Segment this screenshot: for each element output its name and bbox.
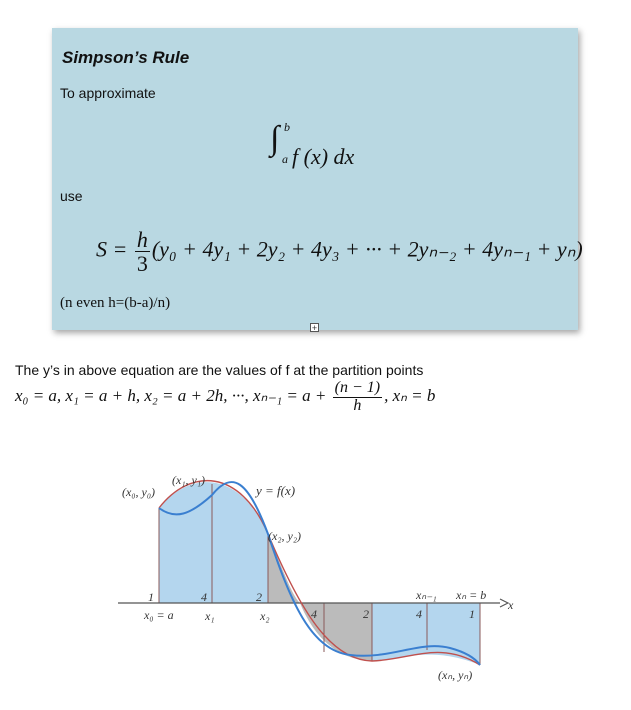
label-p2: (x₂, y₂) — [268, 529, 301, 543]
integral-upper: b — [284, 120, 290, 134]
weight-5: 4 — [416, 607, 422, 621]
fill-region-right — [372, 603, 480, 665]
approx-text: To approximate — [60, 85, 156, 101]
partition-part1: x₀ = a, x₁ = a + h, x₂ = a + 2h, ···, xₙ₋₁ = a + — [15, 386, 327, 406]
label-pn: (xₙ, yₙ) — [438, 668, 473, 682]
label-axis: x — [508, 598, 514, 612]
partition-frac-den: h — [353, 396, 362, 414]
integral-lower: a — [282, 152, 288, 166]
label-x0a: x₀ = a — [144, 608, 174, 622]
weight-6: 1 — [469, 607, 475, 621]
weight-4: 2 — [363, 607, 369, 621]
weight-2: 2 — [256, 590, 262, 604]
label-curve: y = f(x) — [256, 483, 296, 498]
integrand: f (x) dx — [292, 144, 355, 169]
box-title: Simpson’s Rule — [62, 48, 190, 67]
partition-part2: , xₙ = b — [384, 386, 436, 406]
label-p0: (x₀, y₀) — [122, 485, 155, 499]
description-text: The y’s in above equation are the values of f at the partition points — [15, 362, 424, 378]
label-xn1: xₙ₋₁ — [416, 588, 437, 602]
resize-handle-icon[interactable]: + — [311, 323, 318, 333]
use-text: use — [60, 188, 83, 204]
label-xnb: xₙ = b — [456, 588, 487, 602]
note-text: (n even h=(b-a)/n) — [60, 295, 171, 311]
label-p1: (x₁, y₁) — [172, 473, 205, 487]
weight-0: 1 — [148, 590, 154, 604]
label-x1: x₁ — [205, 609, 215, 623]
simpson-frac-den: 3 — [136, 251, 148, 277]
partition-frac-num: (n − 1) — [334, 379, 381, 396]
integral-formula: ∫ b a f (x) dx — [270, 120, 355, 169]
x-axis-arrow-icon — [500, 599, 508, 607]
weight-3: 4 — [311, 607, 317, 621]
weight-1: 4 — [201, 590, 207, 604]
simpson-frac-num: h — [136, 227, 148, 252]
simpson-body: (y₀ + 4y₁ + 2y₂ + 4y₃ + ··· + 2yₙ₋₂ + 4yₙ₋₁ + yₙ) — [151, 236, 583, 262]
label-x2: x₂ — [260, 609, 270, 623]
simpson-lhs: S = — [96, 236, 128, 262]
